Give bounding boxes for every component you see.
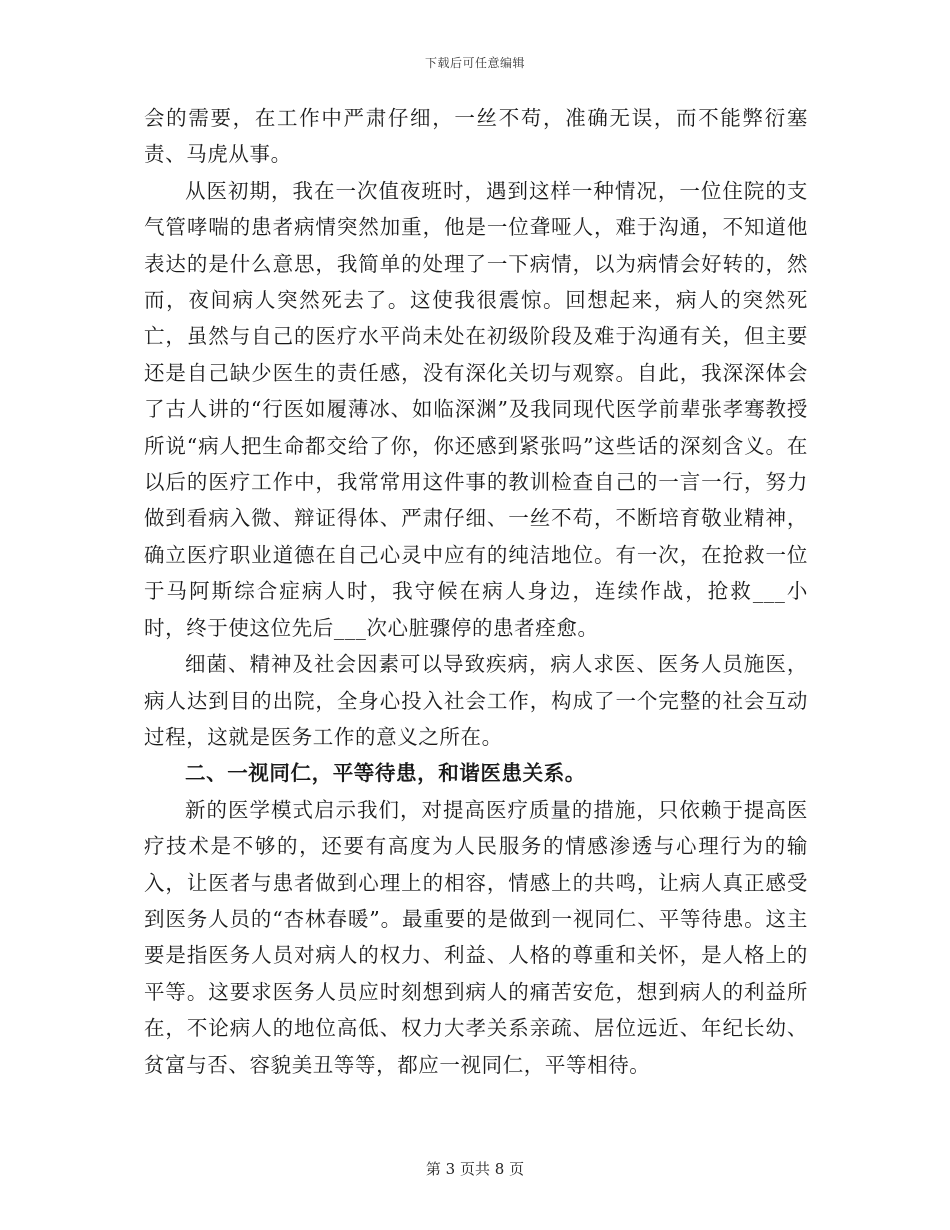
page-number-footer: 第 3 页共 8 页 <box>425 1160 525 1178</box>
paragraph-night-shift-story: 从医初期，我在一次值夜班时，遇到这样一种情况，一位住院的支气管哮喘的患者病情突然加重，他是一位聋哑人，难于沟通，不知道他表达的是什么意思，我简单的处理了一下病情，以为病情会好转的，然而，夜间病人突然死去了。这使我很震惊。回想起来，病人的突然死亡，虽然与自己的医疗水平尚未处在初级阶段及难于沟通有关，但主要还是自己缺少医生的责任感，没有深化关切与观察。自此，我深深体会了古人讲的“行医如履薄冰、如临深渊”及我同现代医学前辈张孝骞教授所说“病人把生命都交给了你，你还感到紧张吗”这些话的深刻含义。在以后的医疗工作中，我常常用这件事的教训检查自己的一言一行，努力做到看病入微、辩证得体、严肃仔细、一丝不苟，不断培育敬业精神，确立医疗职业道德在自己心灵中应有的纯洁地位。有一次，在抢救一位于马阿斯综合症病人时，我守候在病人身边，连续作战，抢救___小时，终于使这位先后___次心脏骤停的患者痊愈。 <box>144 178 808 640</box>
document-body <box>144 100 808 1083</box>
paragraph-social-interaction: 细菌、精神及社会因素可以导致疾病，病人求医、医务人员施医，病人达到目的出院，全身心投入社会工作，构成了一个完整的社会互动过程，这就是医务工作的意义之所在。 <box>144 652 808 749</box>
page-header: 下载后可任意编辑 <box>424 56 525 70</box>
paragraph-continuation: 会的需要，在工作中严肃仔细，一丝不苟，准确无误，而不能弊衍塞责、马虎从事。 <box>144 106 808 167</box>
section-heading: 二、一视同仁，平等待患，和谐医患关系。 <box>185 761 586 786</box>
paragraph-medical-model: 新的医学模式启示我们，对提高医疗质量的措施，只依赖于提高医疗技术是不够的，还要有高度为人民服务的情感渗透与心理行为的输入，让医者与患者做到心理上的相容，情感上的共鸣，让病人真正感受到医务人员的“杏林春暖”。最重要的是做到一视同仁、平等待患。这主要是指医务人员对病人的权力、利益、人格的尊重和关怀，是人格上的平等。这要求医务人员应时刻想到病人的痛苦安危，想到病人的利益所在，不论病人的地位高低、权力大孝关系亲疏、居位远近、年纪长幼、贫富与否、容貌美丑等等，都应一视同仁，平等相待。 <box>144 797 808 1077</box>
